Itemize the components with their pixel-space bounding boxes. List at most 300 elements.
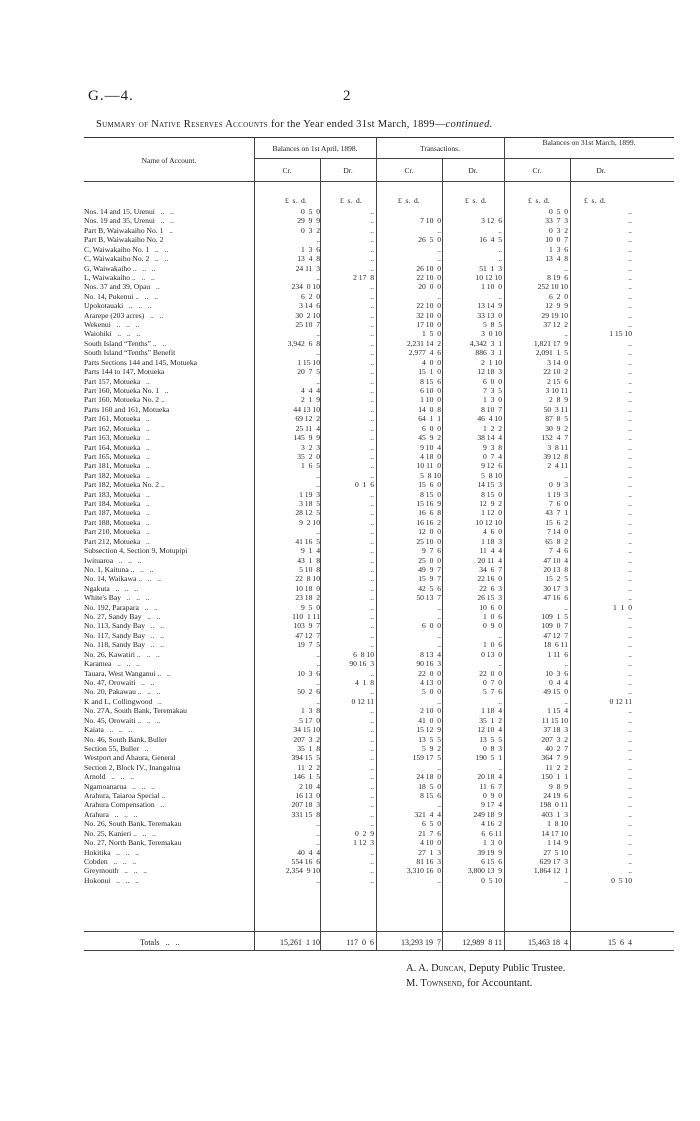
cell-close-cr: 3 8 11 [547,442,568,452]
cell-trans-dr: 38 14 4 [477,433,502,443]
cell-trans-dr: 1 0 6 [483,640,502,650]
cell-open-cr: 4 4 4 [301,385,320,395]
cell-open-cr: .. [316,376,320,386]
table-row [0,791,700,800]
cell-account-name: C, Waiwakaiho No. 2 .. .. [84,254,169,264]
cell-close-cr: 39 12 8 [543,451,568,461]
cell-open-cr: 30 2 10 [295,310,320,320]
cell-open-dr: .. [370,630,374,640]
cell-open-dr: .. [370,536,374,546]
cell-close-cr: 47 12 7 [543,630,568,640]
cell-close-dr: .. [628,630,632,640]
cell-close-cr: 152 4 7 [541,433,568,443]
cell-open-cr: .. [316,819,320,829]
cell-close-cr: .. [564,329,568,339]
cell-open-cr: .. [316,696,320,706]
table-row [0,678,700,687]
cell-close-cr: .. [564,659,568,669]
cell-account-name: No. 14, Pukenui .. .. .. [84,291,159,301]
cell-trans-dr: 6 6 11 [481,828,502,838]
cell-close-cr: 1,864 12 1 [533,866,568,876]
cell-trans-dr: 4,342 3 1 [469,338,502,348]
cell-account-name: Parts 160 and 161, Motueka [84,404,170,414]
cell-open-dr: .. [370,357,374,367]
cell-account-name: South Island “Tenths” Benefit [84,348,176,358]
cell-close-cr: 1 8 10 [547,819,568,829]
cell-trans-dr: 0 9 0 [483,791,502,801]
table-row [0,574,700,583]
cell-close-cr: 7 4 6 [549,546,568,556]
cell-close-cr: 47 16 6 [543,593,568,603]
table-row [0,386,700,395]
cell-trans-cr: 5 8 10 [420,470,441,480]
cell-open-dr: 0 1 6 [355,480,374,490]
cell-trans-cr: 24 18 0 [416,772,441,782]
cell-account-name: No. 26, South Bank, Teremakau [84,819,182,829]
cell-open-cr: .. [316,678,320,687]
cell-close-dr: .. [628,593,632,603]
cell-trans-dr: 34 6 7 [479,564,502,574]
table-row [0,537,700,546]
cell-close-cr: 30 17 3 [543,583,568,593]
cell-open-dr: .. [370,668,374,678]
cell-open-cr: 145 9 9 [293,433,320,443]
cell-close-dr: .. [628,809,632,819]
cell-account-name: Arahura Compensation .. [84,800,165,810]
cell-close-dr: .. [628,819,632,829]
cell-open-dr: .. [370,235,374,245]
cell-trans-cr: .. [437,875,441,885]
cell-close-dr: .. [628,414,632,424]
cell-close-dr: .. [628,376,632,386]
cell-open-dr: 0 2 9 [355,828,374,838]
cell-close-dr: .. [628,649,632,659]
cell-open-dr: .. [370,809,374,819]
totals-trans-cr: 13,293 19 7 [401,938,441,947]
col-subheader-dr: Dr. [468,166,478,175]
cell-open-dr: .. [370,282,374,292]
cell-account-name: L, Waiwakaiho .. .. .. [84,272,155,282]
col-subheader-dr: Dr. [343,166,353,175]
cell-close-cr: 15 2 5 [545,574,568,584]
cell-account-name: Part B, Waiwakaiho No. 1 .. [84,225,173,235]
cell-close-dr: .. [628,348,632,358]
cell-open-cr: 3 14 6 [299,301,320,311]
cell-close-dr: .. [628,404,632,414]
cell-trans-cr: 8 15 0 [420,489,441,499]
cell-open-dr: 0 12 11 [351,696,374,706]
cell-account-name: G, Waiwakaiho .. .. .. [84,263,156,273]
table-row [0,593,700,602]
cell-trans-dr: 886 3 1 [475,348,502,358]
cell-open-dr: 90 16 3 [349,659,374,669]
cell-account-name: No. 117, Sandy Bay .. .. [84,630,165,640]
totals-top-rule [84,931,674,932]
cell-open-dr: .. [370,291,374,301]
cell-close-cr: 47 10 4 [543,555,568,565]
cell-open-cr: 25 11 4 [295,423,320,433]
cell-open-dr: .. [370,423,374,433]
cell-account-name: White's Bay .. .. .. [84,593,150,603]
cell-trans-dr: 14 15 3 [477,480,502,490]
cell-close-cr: 2 15 6 [547,376,568,386]
cell-account-name: No. 27, North Bank, Teremakau [84,838,182,848]
cell-trans-dr: 3 12 6 [481,216,502,226]
cell-account-name: No. 46, South Bank, Buller [84,734,167,744]
cell-close-dr: .. [628,612,632,622]
cell-close-cr: 7 14 0 [547,527,568,537]
cell-trans-cr: .. [437,612,441,622]
cell-account-name: Part 210, Motueka .. [84,527,150,537]
cell-close-cr: 3 14 0 [547,357,568,367]
cell-open-cr: 69 12 2 [295,414,320,424]
cell-open-cr: 35 2 0 [297,451,320,461]
cell-trans-dr: 1 0 6 [483,612,502,622]
cell-close-cr: 29 19 10 [541,310,568,320]
cell-open-dr: .. [370,555,374,565]
table-row [0,716,700,725]
cell-trans-dr: 9 3 8 [483,442,502,452]
unit-label: £ s. d. [465,196,487,205]
cell-close-dr: .. [628,678,632,687]
table-row [0,659,700,668]
cell-trans-dr: .. [498,659,502,669]
cell-account-name: Nos. 19 and 35, Urenui .. .. [84,216,174,226]
cell-open-dr: 4 1 8 [355,678,374,687]
cell-account-name: Wekenui .. .. .. [84,320,140,330]
cell-close-dr: .. [628,734,632,744]
cell-close-cr: 14 17 10 [541,828,568,838]
cell-close-dr: .. [628,395,632,405]
cell-open-dr: 6 8 10 [353,649,374,659]
cell-trans-cr: 25 10 0 [416,536,441,546]
table-row [0,810,700,819]
signature-line-2 [406,978,532,989]
cell-trans-dr: 4 16 2 [481,819,502,829]
cell-open-cr: 3,942 6 8 [287,338,320,348]
cell-close-cr: 207 3 2 [541,734,568,744]
cell-close-cr: 49 15 0 [543,687,568,697]
cell-trans-cr: 81 16 3 [416,856,441,866]
cell-close-dr: .. [628,216,632,226]
cell-trans-dr: 11 6 7 [479,781,502,791]
cell-account-name: Part 184, Motueka .. [84,499,150,509]
cell-open-dr: .. [370,225,374,235]
cell-open-dr: .. [370,301,374,311]
cell-account-name: Nos. 14 and 15, Urenui .. .. [84,207,174,216]
cell-trans-cr: 18 5 0 [418,781,441,791]
table-row [0,669,700,678]
table-row [0,612,700,621]
unit-label: £ s. d. [340,196,362,205]
table-row [0,735,700,744]
cell-trans-cr: 8 13 4 [420,649,441,659]
cell-open-cr: 207 18 3 [291,800,320,810]
cell-account-name: Part 182, Motueka No. 2 .. [84,480,165,490]
cell-close-cr: 2 4 11 [547,461,568,471]
cell-open-dr: .. [370,499,374,509]
table-row [0,866,700,875]
cell-trans-cr: 3,310 16 0 [406,866,441,876]
cell-close-dr: .. [628,564,632,574]
cell-open-dr: .. [370,451,374,461]
cell-open-dr: .. [370,687,374,697]
cell-open-dr: .. [370,433,374,443]
cell-trans-cr: 321 4 4 [414,809,441,819]
cell-open-dr: .. [370,800,374,810]
cell-open-dr: .. [370,348,374,358]
cell-close-dr: .. [628,546,632,556]
cell-trans-dr: 9 17 4 [481,800,502,810]
signatory-role: , Deputy Public Trustee. [463,963,566,974]
cell-trans-cr: .. [437,630,441,640]
cell-close-dr: .. [628,668,632,678]
table-row [0,311,700,320]
cell-account-name: Greymouth .. .. .. [84,866,148,876]
cell-open-cr: 234 0 10 [291,282,320,292]
cell-account-name: Iwituaroa .. .. .. [84,555,142,565]
cell-trans-cr: 27 1 3 [418,847,441,857]
cell-close-cr: 1 14 9 [547,838,568,848]
cell-trans-cr: 16 16 2 [416,517,441,527]
table-row [0,725,700,734]
cell-open-dr: .. [370,706,374,716]
table-row [0,424,700,433]
cell-open-cr: 5 10 8 [299,564,320,574]
cell-open-cr: .. [316,329,320,339]
cell-close-cr: 11 15 10 [541,715,568,725]
cell-open-dr: .. [370,762,374,772]
cell-trans-dr: 11 4 4 [479,546,502,556]
cell-trans-dr: 249 18 9 [473,809,502,819]
cell-account-name: Arahura .. .. .. [84,809,138,819]
cell-open-cr: 5 17 0 [299,715,320,725]
cell-close-dr: .. [628,433,632,443]
cell-trans-dr: .. [498,225,502,235]
col-header-closing: Balances on 31st March, 1899. [542,138,636,147]
cell-open-dr: .. [370,508,374,518]
cell-open-cr: 1 3 8 [301,706,320,716]
cell-account-name: Ararepe (203 acres) .. .. [84,310,164,320]
cell-open-cr: 207 3 2 [293,734,320,744]
cell-account-name: Tauara, West Wanganui .. .. [84,668,171,678]
cell-close-cr: 150 1 1 [541,772,568,782]
table-row [0,687,700,696]
cell-open-cr: 1 19 3 [299,489,320,499]
signature-line-1 [406,963,565,974]
cell-account-name: K and L, Collingwood .. [84,696,162,706]
cell-close-dr: .. [628,357,632,367]
cell-close-cr: 364 7 9 [541,753,568,763]
cell-close-cr: 40 2 7 [545,743,568,753]
cell-close-cr: 18 6 11 [543,640,568,650]
cell-trans-cr: 5 9 2 [422,743,441,753]
cell-close-dr: .. [628,499,632,509]
cell-close-dr: .. [628,367,632,377]
cell-trans-cr: .. [437,640,441,650]
table-row [0,857,700,866]
cell-trans-dr: 12 9 2 [479,499,502,509]
cell-open-cr: .. [316,649,320,659]
cell-close-cr: 6 2 0 [549,291,568,301]
cell-open-dr: .. [370,310,374,320]
cell-trans-cr: 17 10 0 [416,320,441,330]
cell-close-cr: .. [564,470,568,480]
totals-close-dr: 15 6 4 [608,938,632,947]
table-row [0,273,700,282]
cell-trans-cr: .. [437,244,441,254]
cell-open-cr: 34 15 10 [293,725,320,735]
cell-close-cr: 252 10 10 [537,282,568,292]
table-row [0,245,700,254]
cell-trans-dr: 26 15 3 [477,593,502,603]
cell-open-dr: .. [370,781,374,791]
cell-account-name: Part 212, Motueka .. [84,536,150,546]
cell-close-cr: 1 19 3 [547,489,568,499]
table-row [0,348,700,357]
cell-open-dr: .. [370,866,374,876]
cell-trans-dr: 16 4 5 [479,235,502,245]
page-header-code: G.—4. [88,88,134,104]
cell-open-dr: .. [370,772,374,782]
table-row [0,706,700,715]
cell-open-cr: 2,354 9 10 [285,866,320,876]
cell-open-dr: .. [370,320,374,330]
cell-open-cr: 3 2 3 [301,442,320,452]
cell-open-dr: .. [370,367,374,377]
table-row [0,301,700,310]
cell-close-cr: 10 0 7 [545,235,568,245]
cell-trans-cr: 4 13 0 [420,678,441,687]
cell-close-cr: 0 3 2 [549,225,568,235]
cell-trans-dr: 0 13 0 [481,649,502,659]
cell-trans-dr: 6 15 6 [481,856,502,866]
cell-open-cr: 6 2 0 [301,291,320,301]
table-row [0,216,700,225]
cell-trans-cr: 2 10 0 [420,706,441,716]
cell-trans-cr: 4 10 0 [420,838,441,848]
cell-trans-cr: .. [437,254,441,264]
cell-account-name: Part 164, Motueka .. [84,442,150,452]
col-subheader-cr: Cr. [282,166,292,175]
cell-account-name: Karamea .. .. .. [84,659,140,669]
cell-trans-cr: 7 10 0 [420,216,441,226]
table-row [0,405,700,414]
cell-trans-dr: 5 8 5 [483,320,502,330]
cell-trans-cr: 9 10 4 [420,442,441,452]
cell-open-cr: 9 1 4 [301,546,320,556]
cell-open-cr: 1 6 5 [301,461,320,471]
cell-open-cr: 394 15 5 [291,753,320,763]
cell-account-name: No. 45, Orowaiti .. .. .. [84,715,161,725]
cell-open-cr: 47 12 7 [295,630,320,640]
cell-trans-cr: 26 10 0 [416,263,441,273]
table-row [0,358,700,367]
table-row [0,377,700,386]
cell-account-name: No. 192, Parapara .. .. [84,602,158,612]
cell-trans-cr: .. [437,762,441,772]
cell-open-dr: .. [370,583,374,593]
table-row [0,744,700,753]
cell-account-name: Nos. 37 and 39, Opau .. [84,282,160,292]
cell-open-dr: .. [370,244,374,254]
table-row [0,367,700,376]
cell-close-cr: 30 9 2 [545,423,568,433]
table-row [0,395,700,404]
cell-close-dr: .. [628,659,632,669]
cell-close-dr: .. [628,301,632,311]
cell-close-dr: .. [628,800,632,810]
cell-account-name: Part 181, Motueka .. [84,461,150,471]
cell-open-dr: .. [370,725,374,735]
cell-trans-cr: 15 1 0 [418,367,441,377]
cell-close-cr: 2 8 9 [549,395,568,405]
cell-account-name: Arahura, Taiaroa Special .. [84,791,166,801]
cell-trans-cr: 6 10 0 [420,385,441,395]
cell-open-cr: 1 3 6 [301,244,320,254]
cell-close-dr: .. [628,291,632,301]
cell-open-cr: .. [316,838,320,848]
cell-close-dr: 1 1 0 [613,602,632,612]
cell-open-cr: 2 1 9 [301,395,320,405]
cell-trans-cr: 13 5 5 [418,734,441,744]
cell-account-name: Part 182, Motueka .. [84,470,150,480]
table-row [0,829,700,838]
cell-trans-dr: 51 1 3 [479,263,502,273]
cell-trans-cr: 21 7 6 [418,828,441,838]
cell-trans-cr: 9 7 6 [422,546,441,556]
cell-close-cr: 11 2 2 [545,762,568,772]
cell-trans-dr: 35 1 2 [479,715,502,725]
totals-bottom-rule [84,950,674,951]
cell-close-dr: .. [628,282,632,292]
cell-close-cr: 65 8 2 [545,536,568,546]
cell-open-cr: 103 9 7 [293,621,320,631]
cell-trans-dr: 7 3 5 [483,385,502,395]
cell-close-cr: 0 4 4 [549,678,568,687]
table-row [0,640,700,649]
cell-open-dr: .. [370,753,374,763]
table-row [0,838,700,847]
cell-close-dr: 1 15 10 [609,329,632,339]
cell-close-cr: 87 8 5 [545,414,568,424]
cell-trans-cr: 1 10 0 [420,395,441,405]
cell-trans-cr: 6 0 0 [422,621,441,631]
cell-open-dr: .. [370,856,374,866]
table-row [0,320,700,329]
table-row [0,480,700,489]
cell-open-cr: 28 12 5 [295,508,320,518]
cell-close-cr: 629 17 3 [539,856,568,866]
cell-trans-dr: 190 5 1 [475,753,502,763]
cell-close-cr: 37 12 2 [543,320,568,330]
cell-trans-cr: 159 17 5 [412,753,441,763]
cell-open-cr: 19 7 5 [297,640,320,650]
cell-close-dr: .. [628,856,632,866]
cell-account-name: C, Waiwakaiho No. 1 .. .. [84,244,169,254]
cell-open-cr: 10 3 6 [297,668,320,678]
cell-open-dr: .. [370,602,374,612]
unit-label: £ s. d. [285,196,307,205]
cell-open-dr: .. [370,527,374,537]
cell-open-cr: 146 1 5 [293,772,320,782]
cell-trans-cr: 64 1 1 [418,414,441,424]
cell-trans-dr: 2 1 10 [481,357,502,367]
cell-trans-dr: 9 12 6 [481,461,502,471]
cell-trans-cr: 20 0 0 [418,282,441,292]
signatory-name: M. Townsend [406,978,462,989]
cell-account-name: Cobden .. .. .. [84,856,137,866]
